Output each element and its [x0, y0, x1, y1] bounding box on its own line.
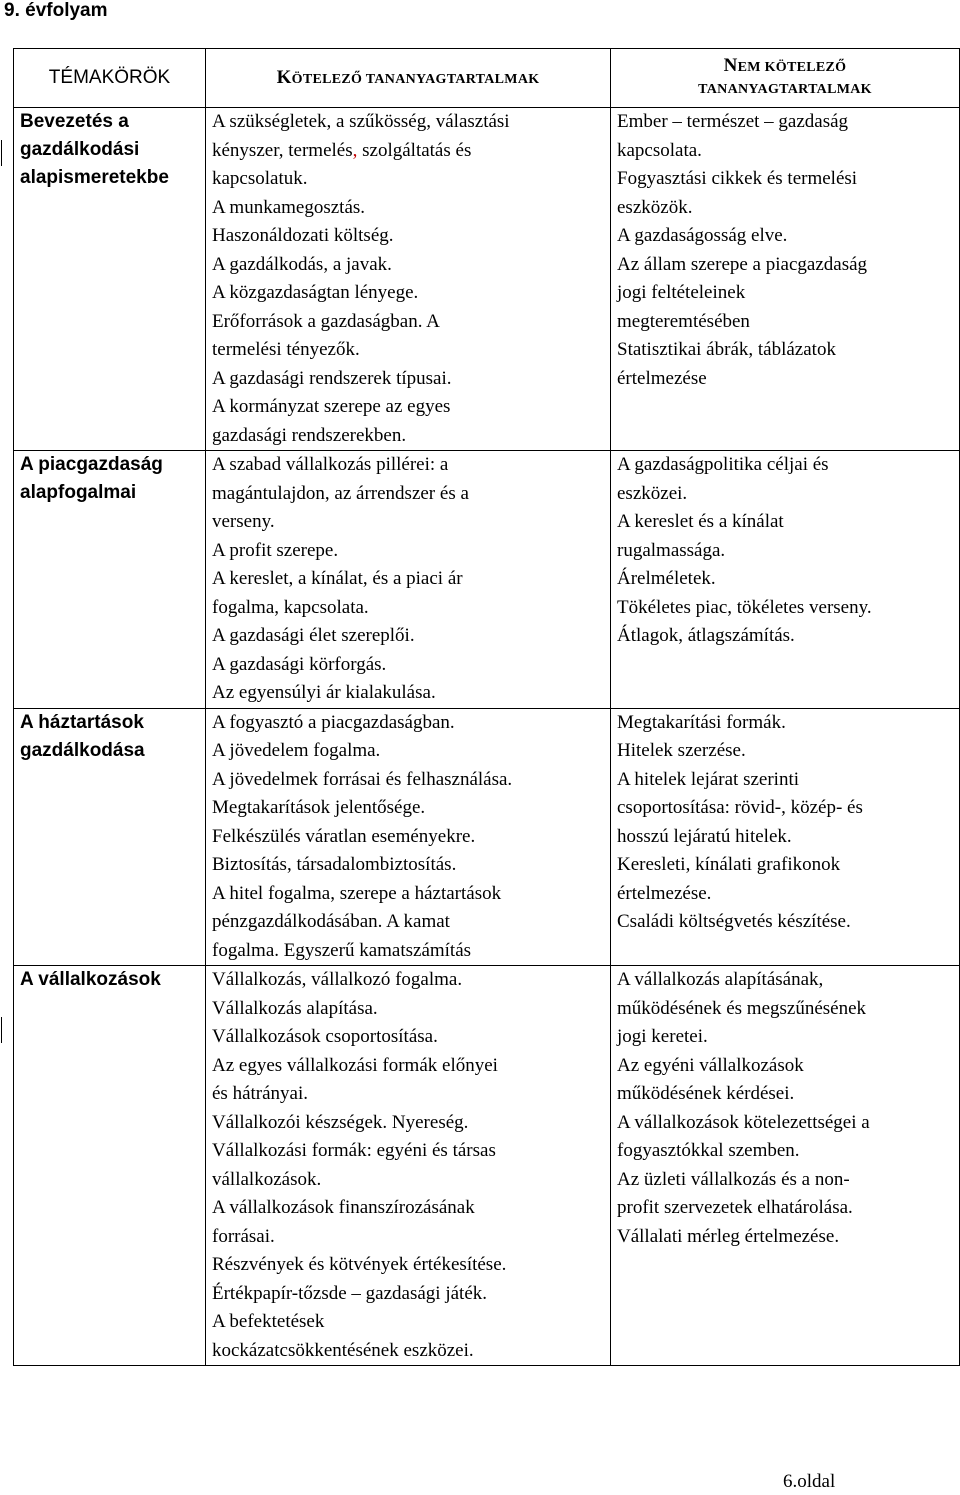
- content-line: forrásai.: [212, 1225, 275, 1247]
- header-optional: [611, 49, 960, 108]
- content-line-continuation: , szolgáltatás és: [352, 139, 472, 161]
- content-line: Biztosítás, társadalombiztosítás.: [212, 854, 457, 875]
- content-line-wrap: [212, 1308, 604, 1337]
- content-line: jogi keretei.: [617, 1026, 708, 1047]
- topic-cell: A háztartások gazdálkodása: [14, 708, 206, 966]
- content-line: hosszú lejáratú hitelek.: [617, 825, 792, 847]
- content-line: A vállalkozások finanszírozásának: [212, 1197, 475, 1218]
- mandatory-content-cell: [206, 451, 611, 709]
- content-line: A gazdaságpolitika céljai és: [617, 454, 829, 475]
- table-row: [14, 966, 960, 1366]
- content-line-wrap: [212, 137, 604, 166]
- revision-mark: [1, 1017, 2, 1043]
- content-line: pénzgazdálkodásában. A kamat: [212, 911, 450, 932]
- table-header-row: [14, 49, 960, 108]
- content-line: A gazdasági élet szereplői.: [212, 625, 415, 646]
- content-line: Az egyensúlyi ár kialakulása.: [212, 682, 436, 703]
- content-line: A szabad vállalkozás pillérei: a: [212, 454, 449, 475]
- content-line: Keresleti, kínálati grafikonok: [617, 854, 841, 875]
- content-line: kockázatcsökkentésének eszközei.: [212, 1339, 474, 1361]
- header-mandatory-rest: ÖTELEZŐ TANANYAGTARTALMAK: [291, 72, 540, 87]
- header-optional-line-2: TANANYAGTARTALMAK: [698, 82, 872, 97]
- header-optional-rest: EM KÖTELEZŐ: [737, 60, 847, 75]
- content-line: Vállalati mérleg értelmezése.: [617, 1225, 840, 1247]
- content-line: A jövedelmek forrásai és felhasználása.: [212, 768, 513, 790]
- content-line: A gazdasági rendszerek típusai.: [212, 367, 452, 389]
- content-line-wrap: [212, 251, 604, 280]
- header-mandatory: [206, 49, 611, 108]
- header-optional-initial: N: [723, 55, 738, 76]
- content-line: A kereslet és a kínálat: [617, 511, 784, 532]
- content-line: Vállalkozások csoportosítása.: [212, 1026, 438, 1047]
- content-line-wrap: [212, 565, 604, 594]
- content-line: Megtakarítások jelentősége.: [212, 797, 426, 818]
- content-line: Vállalkozás, vállalkozó fogalma.: [212, 969, 463, 990]
- content-line: A befektetések: [212, 1311, 325, 1332]
- content-line: A közgazdaságtan lényege.: [212, 282, 419, 303]
- content-line: rugalmassága.: [617, 539, 726, 561]
- content-line-wrap: [212, 908, 604, 937]
- mandatory-content-cell: [206, 708, 611, 966]
- grade-heading: 9. évfolyam: [4, 0, 108, 21]
- content-line-wrap: [212, 279, 604, 308]
- content-line-wrap: [212, 1109, 604, 1138]
- content-line: vállalkozások.: [212, 1168, 322, 1190]
- content-line: kapcsolatuk.: [212, 168, 308, 189]
- content-line: Átlagok, átlagszámítás.: [617, 625, 795, 646]
- content-line: A szükségletek, a szűkösség, választási: [212, 111, 510, 132]
- content-line: Árelméletek.: [617, 568, 716, 589]
- content-line: Vállalkozási formák: egyéni és társas: [212, 1140, 496, 1161]
- topic-cell: A vállalkozások: [14, 966, 206, 1366]
- content-line-wrap: [212, 880, 604, 909]
- content-line-wrap: [212, 966, 604, 995]
- content-line-wrap: [212, 1166, 604, 1195]
- content-line-wrap: [212, 1251, 604, 1280]
- content-line: jogi feltételeinek: [617, 282, 746, 303]
- content-line: A vállalkozások kötelezettségei a: [617, 1111, 870, 1133]
- optional-content-cell: [611, 708, 960, 966]
- content-line: működésének kérdései.: [617, 1083, 795, 1104]
- content-line: A jövedelem fogalma.: [212, 740, 381, 761]
- content-line: A kereslet, a kínálat, és a piaci ár: [212, 568, 463, 589]
- content-line-wrap: [212, 794, 604, 823]
- content-line-wrap: [212, 851, 604, 880]
- content-line: A hitel fogalma, szerepe a háztartások: [212, 882, 502, 904]
- page-number: 6.oldal: [783, 1471, 836, 1492]
- header-topics: TÉMAKÖRÖK: [14, 49, 206, 108]
- content-line: A kormányzat szerepe az egyes: [212, 396, 451, 417]
- content-line-wrap: [212, 365, 604, 394]
- content-line: Családi költségvetés készítése.: [617, 911, 851, 932]
- optional-content-cell: [611, 451, 960, 709]
- content-line-wrap: [212, 709, 604, 738]
- content-line: működésének és megszűnésének: [617, 997, 867, 1019]
- content-line: értelmezése.: [617, 882, 712, 904]
- content-line-wrap: [212, 336, 604, 365]
- content-line: A gazdasági körforgás.: [212, 653, 387, 675]
- content-line: eszközök.: [617, 196, 693, 218]
- content-line-wrap: [212, 508, 604, 537]
- content-line: kényszer, termelés: [212, 139, 353, 161]
- content-line: Megtakarítási formák.: [617, 711, 786, 733]
- content-line: Tökéletes piac, tökéletes verseny.: [617, 596, 872, 618]
- content-line: A gazdaságosság elve.: [617, 225, 788, 246]
- content-line-wrap: [212, 451, 604, 480]
- content-line: fogyasztókkal szemben.: [617, 1140, 800, 1161]
- content-line-wrap: [212, 651, 604, 680]
- content-line: A gazdálkodás, a javak.: [212, 253, 392, 275]
- content-line: Az egyéni vállalkozások: [617, 1054, 804, 1076]
- content-line-wrap: [212, 1080, 604, 1109]
- content-line: Felkészülés váratlan eseményekre.: [212, 825, 476, 847]
- content-line: A vállalkozás alapításának,: [617, 969, 824, 990]
- content-line: Fogyasztási cikkek és termelési: [617, 168, 858, 189]
- content-line: gazdasági rendszerekben.: [212, 424, 407, 446]
- content-line-wrap: [212, 937, 604, 966]
- content-line: kapcsolata.: [617, 139, 702, 161]
- mandatory-content-cell: [206, 108, 611, 451]
- content-line: és hátrányai.: [212, 1083, 309, 1104]
- content-line: Vállalkozás alapítása.: [212, 997, 378, 1019]
- content-line: Az üzleti vállalkozás és a non-: [617, 1168, 850, 1190]
- content-line-wrap: [212, 1052, 604, 1081]
- content-line: Erőforrások a gazdaságban. A: [212, 310, 440, 332]
- topic-cell: Bevezetés a gazdálkodási alapismeretekbe: [14, 108, 206, 451]
- content-line-wrap: [212, 1023, 604, 1052]
- content-line: magántulajdon, az árrendszer és a: [212, 482, 469, 504]
- content-line-wrap: [212, 823, 604, 852]
- content-line: Haszonáldozati költség.: [212, 225, 394, 246]
- content-line: termelési tényezők.: [212, 339, 360, 360]
- content-line: értelmezése: [617, 367, 707, 389]
- content-line: verseny.: [212, 511, 275, 532]
- content-line: eszközei.: [617, 482, 688, 504]
- content-line: csoportosítása: rövid-, közép- és: [617, 797, 863, 818]
- content-line-wrap: [212, 766, 604, 795]
- content-line: megteremtésében: [617, 310, 750, 332]
- content-line-wrap: [212, 393, 604, 422]
- optional-content-cell: [611, 966, 960, 1366]
- optional-content-cell: [611, 108, 960, 451]
- content-line-wrap: [212, 308, 604, 337]
- table-row: [14, 708, 960, 966]
- content-line-wrap: [212, 594, 604, 623]
- content-line-wrap: [212, 1137, 604, 1166]
- mandatory-content-cell: [206, 966, 611, 1366]
- content-line: A fogyasztó a piacgazdaságban.: [212, 711, 455, 733]
- table-row: [14, 451, 960, 709]
- content-line-wrap: [212, 679, 604, 708]
- content-line: Értékpapír-tőzsde – gazdasági játék.: [212, 1282, 487, 1304]
- content-line: Részvények és kötvények értékesítése.: [212, 1254, 507, 1275]
- content-line-wrap: [212, 222, 604, 251]
- content-line-wrap: [212, 622, 604, 651]
- content-line-wrap: [212, 537, 604, 566]
- content-line: Vállalkozói készségek. Nyereség.: [212, 1111, 469, 1133]
- topic-cell: A piacgazdaság alapfogalmai: [14, 451, 206, 709]
- content-line: A munkamegosztás.: [212, 196, 366, 218]
- content-line: profit szervezetek elhatárolása.: [617, 1197, 853, 1218]
- content-line: Ember – természet – gazdaság: [617, 111, 849, 132]
- content-line: fogalma. Egyszerű kamatszámítás: [212, 939, 472, 961]
- content-line: Hitelek szerzése.: [617, 740, 746, 761]
- curriculum-table: [13, 48, 960, 1366]
- header-optional-line-1: [617, 55, 953, 79]
- content-line: Az egyes vállalkozási formák előnyei: [212, 1054, 498, 1076]
- content-line-wrap: [212, 1223, 604, 1252]
- content-line-wrap: [212, 480, 604, 509]
- header-mandatory-initial: K: [276, 67, 292, 88]
- revision-mark: [1, 140, 2, 166]
- content-line-wrap: [212, 995, 604, 1024]
- table-row: [14, 108, 960, 451]
- content-line: A profit szerepe.: [212, 539, 339, 561]
- content-line-wrap: [212, 194, 604, 223]
- content-line-wrap: [212, 1194, 604, 1223]
- content-line-wrap: [212, 1280, 604, 1309]
- content-line-wrap: [212, 108, 604, 137]
- content-line: A hitelek lejárat szerinti: [617, 768, 800, 790]
- content-line: Statisztikai ábrák, táblázatok: [617, 339, 836, 360]
- content-line: Az állam szerepe a piacgazdaság: [617, 253, 868, 275]
- content-line-wrap: [212, 422, 604, 451]
- content-line-wrap: [212, 1337, 604, 1366]
- content-line: fogalma, kapcsolata.: [212, 596, 369, 618]
- content-line-wrap: [212, 165, 604, 194]
- content-line-wrap: [212, 737, 604, 766]
